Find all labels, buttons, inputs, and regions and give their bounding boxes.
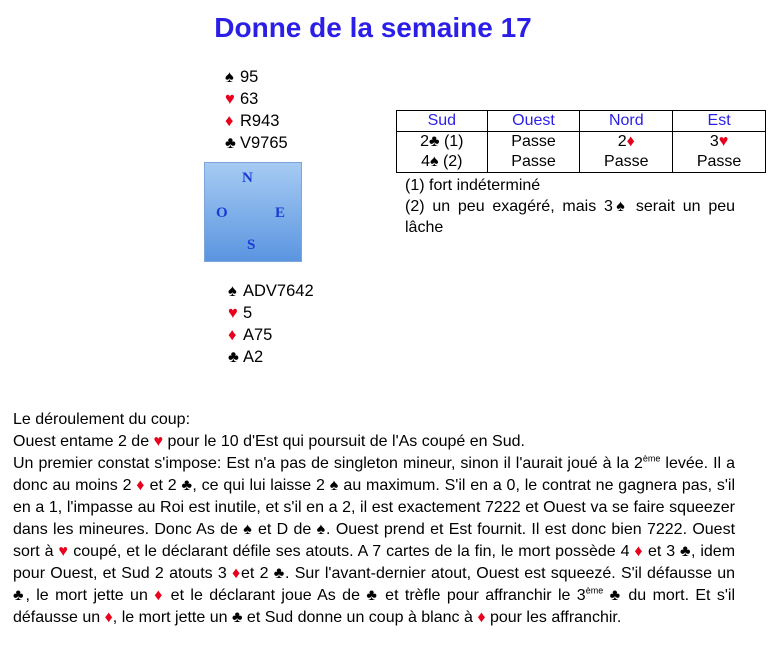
ouest-bids <box>487 132 580 173</box>
north-clubs: V9765 <box>240 134 288 152</box>
south-hearts-row <box>228 302 314 324</box>
bid-sud-2: 4♠ (2) <box>421 153 463 170</box>
south-clubs-row <box>228 346 314 368</box>
heart-icon: ♥ <box>58 543 69 560</box>
compass-west: O <box>216 205 228 221</box>
south-hand <box>228 280 314 368</box>
diamond-icon: ♦ <box>477 609 486 626</box>
diamond-icon: ♦ <box>225 112 234 130</box>
header-sud: Sud <box>397 111 488 132</box>
club-icon: ♣ <box>225 134 236 152</box>
south-clubs: A2 <box>243 348 264 366</box>
north-hand <box>225 66 288 154</box>
heart-icon: ♥ <box>225 90 235 108</box>
diamond-icon: ♦ <box>136 477 145 494</box>
bidding-rows <box>397 132 766 173</box>
play-description <box>13 409 735 629</box>
club-icon: ♣ <box>231 609 243 626</box>
north-diamonds: R943 <box>240 112 280 130</box>
diamond-icon: ♦ <box>104 609 113 626</box>
diamond-icon: ♦ <box>626 133 635 150</box>
diamond-icon: ♦ <box>232 565 242 582</box>
bidding-header-row <box>397 111 766 132</box>
south-spades-row <box>228 280 314 302</box>
spade-icon: ♠ <box>612 198 629 215</box>
south-diamonds: A75 <box>243 326 273 344</box>
club-icon: ♣ <box>366 587 379 604</box>
compass-east: E <box>275 205 286 221</box>
diamond-icon: ♦ <box>154 587 165 604</box>
bid-ouest-1: Passe <box>511 133 556 150</box>
diamond-icon: ♦ <box>634 543 644 560</box>
north-hearts: 63 <box>240 90 259 108</box>
bid-nord-1: 2♦ <box>617 133 635 150</box>
south-spades: ADV7642 <box>243 282 314 300</box>
note-1: (1) fort indéterminé <box>405 177 541 194</box>
club-icon: ♣ <box>429 133 440 150</box>
club-icon: ♣ <box>13 587 26 604</box>
heart-icon: ♥ <box>228 304 238 322</box>
spade-icon: ♠ <box>228 282 237 300</box>
bid-sud-1: 2♣ (1) <box>420 133 464 150</box>
article-paragraph-1: Ouest entame 2 de ♥ pour le 10 d'Est qui poursuit de l'As coupé en Sud. <box>13 433 525 450</box>
est-bids <box>673 132 766 173</box>
club-icon: ♣ <box>228 348 239 366</box>
nord-bids <box>580 132 673 173</box>
north-hearts-row <box>225 88 288 110</box>
page-title: Donne de la semaine 17 <box>214 12 532 43</box>
compass-north: N <box>242 170 253 186</box>
club-icon: ♣ <box>680 543 691 560</box>
bid-nord-2: Passe <box>604 153 649 170</box>
bid-est-2: Passe <box>696 153 742 170</box>
header-est: Est <box>673 111 766 132</box>
heart-icon: ♥ <box>153 433 164 450</box>
header-nord: Nord <box>580 111 673 132</box>
north-spades: 95 <box>240 68 259 86</box>
compass-box <box>204 162 302 262</box>
article-heading: Le déroulement du coup: <box>13 411 191 428</box>
south-hearts: 5 <box>243 304 253 322</box>
diamond-icon: ♦ <box>228 326 237 344</box>
header-ouest: Ouest <box>487 111 580 132</box>
club-icon: ♣ <box>609 587 623 604</box>
sud-bids <box>397 132 488 173</box>
north-clubs-row <box>225 132 288 154</box>
north-diamonds-row <box>225 110 288 132</box>
spade-icon: ♠ <box>243 521 253 538</box>
south-diamonds-row <box>228 324 314 346</box>
spade-icon: ♠ <box>316 521 327 538</box>
spade-icon: ♠ <box>329 477 339 494</box>
article-paragraph-2: Un premier constat s'impose: Est n'a pas de singleton mineur, sinon il l'aurait joué à la 2ème levée. Il a donc au moins 2 ♦ et 2 ♣, ce qui lui laisse 2 ♠ au maximum. S'il en a 0, le contrat ne gagnera pas, s'il en a 1, l'impasse au Roi est inutile, et s'il en a 2, il est exactement 7222 et Ouest va se faire squeezer dans les mineures. Donc As de ♠ et D de ♠. Ouest prend et Est fournit. Il est donc bien 7222. Ouest sort à ♥ coupé, et le déclarant défile ses atouts. A 7 cartes de la fin, le mort possède 4 ♦ et 3 ♣, idem pour Ouest, et Sud 2 atouts 3 ♦et 2 ♣. Sur l'avant-dernier atout, Ouest est squeezé. S'il défausse un ♣, le mort jette un ♦ et le déclarant joue As de ♣ et trèfle pour affranchir le 3ème ♣ du mort. Et s'il défausse un ♦, le mort jette un ♣ et Sud donne un coup à blanc à ♦ pour les affranchir. <box>13 453 736 626</box>
note-2: (2) un peu exagéré, mais 3♠ serait un peu lâche <box>405 198 736 236</box>
bid-est-1: 3♥ <box>709 133 729 150</box>
north-spades-row <box>225 66 288 88</box>
spade-icon: ♠ <box>430 153 439 170</box>
compass-south: S <box>247 237 256 253</box>
spade-icon: ♠ <box>225 68 234 86</box>
heart-icon: ♥ <box>718 133 729 150</box>
bidding-table <box>396 110 766 173</box>
bid-ouest-2: Passe <box>511 153 556 170</box>
club-icon: ♣ <box>273 565 286 582</box>
bidding-notes <box>405 175 735 238</box>
club-icon: ♣ <box>181 477 193 494</box>
